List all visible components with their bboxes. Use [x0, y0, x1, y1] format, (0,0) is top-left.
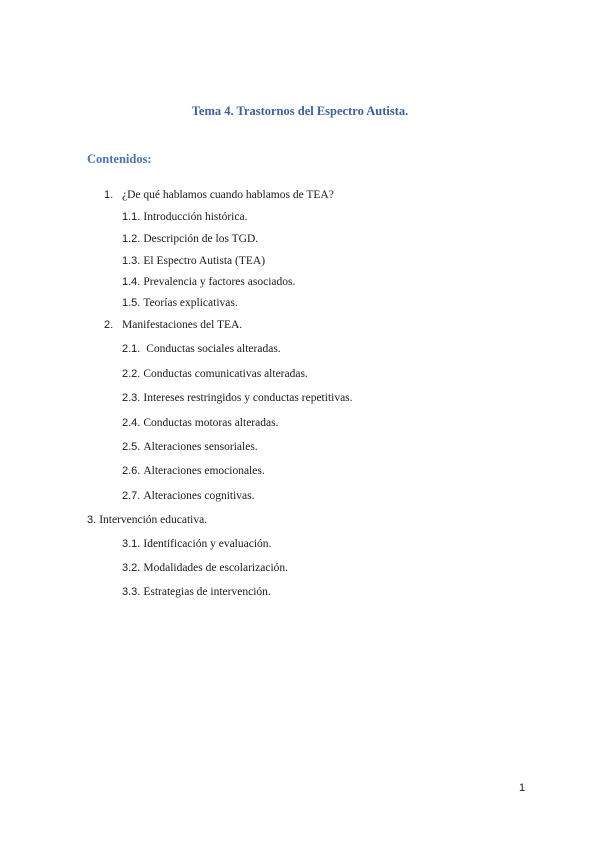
- toc-number: 2.3.: [122, 392, 141, 404]
- toc-text: Conductas sociales alteradas.: [143, 343, 281, 355]
- toc-text: Manifestaciones del TEA.: [122, 319, 243, 331]
- contents-heading: Contenidos:: [87, 152, 152, 166]
- toc-item-2-3: [122, 392, 353, 404]
- toc-number: 2.1.: [122, 343, 141, 355]
- toc-number: 1.5.: [122, 297, 141, 309]
- toc-number: 1.2.: [122, 233, 141, 245]
- toc-item-2-4: [122, 417, 278, 429]
- toc-text: El Espectro Autista (TEA): [143, 255, 266, 267]
- toc-text: Conductas comunicativas alteradas.: [143, 368, 308, 380]
- toc-number: 3.2.: [122, 562, 141, 574]
- toc-text: Descripción de los TGD.: [143, 233, 259, 245]
- toc-text: Introducción histórica.: [143, 211, 248, 223]
- toc-number: 1.: [104, 189, 114, 201]
- toc-number: 1.3.: [122, 255, 141, 267]
- document-title: Tema 4. Trastornos del Espectro Autista.: [191, 104, 409, 118]
- toc-text: Alteraciones sensoriales.: [143, 441, 258, 453]
- toc-number: 2.: [104, 319, 114, 331]
- toc-text: Teorías explicativas.: [143, 297, 238, 309]
- toc-number: 2.5.: [122, 441, 141, 453]
- toc-item-1-4: [122, 276, 295, 288]
- toc-text: Estrategias de intervención.: [143, 586, 271, 598]
- toc-text: Modalidades de escolarización.: [143, 562, 289, 574]
- toc-text: Intervención educativa.: [99, 514, 208, 526]
- toc-text: Alteraciones emocionales.: [143, 465, 265, 477]
- toc-text: Alteraciones cognitivas.: [143, 490, 255, 502]
- toc-number: 2.6.: [122, 465, 141, 477]
- toc-item-3-3: [122, 586, 271, 598]
- page-number: 1: [519, 782, 526, 794]
- toc-number: 1.4.: [122, 276, 141, 288]
- toc-item-3: [87, 514, 207, 526]
- toc-number: 3.: [87, 514, 97, 526]
- toc-item-2-1: [122, 343, 281, 355]
- toc-item-2: [104, 319, 242, 331]
- toc-item-2-5: [122, 441, 258, 453]
- toc-text: Identificación y evaluación.: [143, 538, 272, 550]
- toc-number: 3.3.: [122, 586, 141, 598]
- toc-text: Prevalencia y factores asociados.: [143, 276, 296, 288]
- toc-number: 2.7.: [122, 490, 141, 502]
- toc-text: Conductas motoras alteradas.: [143, 417, 279, 429]
- toc-item-3-1: [122, 538, 271, 550]
- toc-item-1-2: [122, 233, 258, 245]
- toc-number: 2.2.: [122, 368, 141, 380]
- toc-item-2-7: [122, 490, 255, 502]
- toc-item-3-2: [122, 562, 288, 574]
- toc-number: 1.1.: [122, 211, 141, 223]
- toc-item-1-3: [122, 255, 265, 267]
- toc-item-2-6: [122, 465, 265, 477]
- toc-item-1-5: [122, 297, 238, 309]
- toc-item-1: [104, 189, 334, 201]
- toc-number: 2.4.: [122, 417, 141, 429]
- toc-number: 3.1.: [122, 538, 141, 550]
- toc-item-1-1: [122, 211, 247, 223]
- toc-text: Intereses restringidos y conductas repetitivas.: [143, 392, 353, 404]
- toc-text: ¿De qué hablamos cuando hablamos de TEA?: [122, 189, 334, 201]
- toc-item-2-2: [122, 368, 308, 380]
